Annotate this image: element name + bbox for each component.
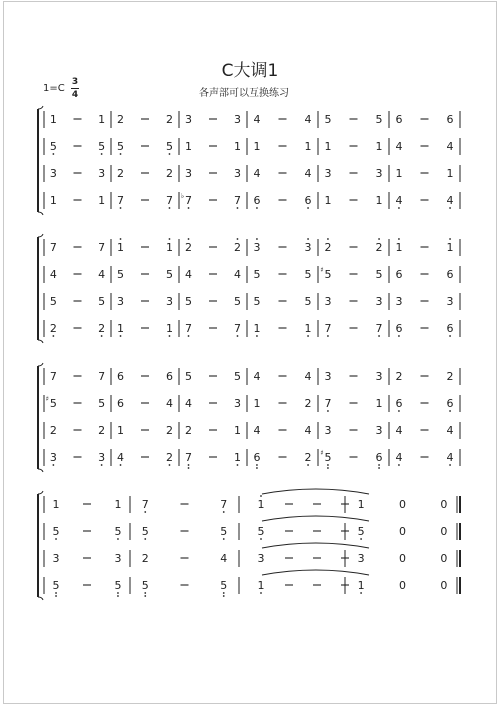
low-octave-dot [449,335,451,337]
note-1-3-2-2: 7 [233,322,241,335]
low-octave-dot [52,153,54,155]
note-0-1-1-0: 5 [117,140,125,153]
note-3-1-0-2: 5 [114,525,122,538]
low-octave-dot [117,595,119,597]
high-octave-dot [169,238,171,240]
low-octave-dot [307,207,309,209]
note-1-1-4-2: 5 [375,268,383,281]
high-octave-dot [378,238,380,240]
low-octave-dot [55,595,57,597]
note-2-3-3-2: 2 [304,451,312,464]
note-1-0-2-2: 2 [233,241,241,254]
note-3-2-1-0: 2 [141,552,149,565]
low-octave-dot [188,335,190,337]
note-3-1-2-0: 5 [257,525,265,538]
note-0-1-3-2: 1 [304,140,312,153]
note-2-2-5-0: 4 [395,424,403,437]
low-octave-dot [52,335,54,337]
low-octave-dot [307,335,309,337]
note-1-2-4-0: 3 [324,295,332,308]
note-0-2-4-0: 3 [324,167,332,180]
note-1-0-0-0: 7 [49,241,57,254]
note-1-2-0-2: 5 [98,295,106,308]
low-octave-dot [327,410,329,412]
note-2-3-5-2: 4 [446,451,454,464]
low-octave-dot [144,595,146,597]
note-3-1-1-2: 5 [220,525,228,538]
low-octave-dot [223,511,225,513]
note-0-3-5-0: 4 [395,194,403,207]
low-octave-dot [120,153,122,155]
note-2-3-1-0: 4 [117,451,125,464]
note-0-1-0-0: 5 [49,140,57,153]
low-octave-dot [256,464,258,466]
note-2-2-4-0: 3 [324,424,332,437]
bracket-hook-top [38,106,43,109]
note-1-1-3-2: 5 [304,268,312,281]
note-0-1-5-0: 4 [395,140,403,153]
note-0-2-4-2: 3 [375,167,383,180]
low-octave-dot [260,538,262,540]
note-1-3-5-2: 6 [446,322,454,335]
note-3-2-2-0: 3 [257,552,265,565]
note-3-3-2-0: 1 [257,579,265,592]
bracket-hook-bottom [38,340,43,343]
note-1-2-3-0: 5 [253,295,261,308]
note-0-0-1-2: 2 [165,113,173,126]
note-3-0-2-0: 1 [257,498,265,511]
note-2-1-1-2: 4 [165,397,173,410]
low-octave-dot [360,592,362,594]
note-3-1-0-0: 5 [52,525,60,538]
note-1-2-1-2: 3 [165,295,173,308]
note-3-2-3-1: 0 [399,552,406,565]
note-0-1-0-2: 5 [98,140,106,153]
note-2-1-1-0: 6 [117,397,125,410]
note-0-2-0-2: 3 [98,167,106,180]
note-0-0-2-0: 3 [185,113,193,126]
note-2-3-4-0: 5 [324,451,332,464]
note-2-1-0-0: 5 [49,397,57,410]
note-0-1-2-2: 1 [233,140,241,153]
low-octave-dot [169,335,171,337]
low-octave-dot [237,335,239,337]
note-1-0-4-0: 2 [324,241,332,254]
note-0-3-1-2: 7 [165,194,173,207]
note-0-2-2-0: 3 [185,167,193,180]
low-octave-dot [55,592,57,594]
note-1-2-3-2: 5 [304,295,312,308]
note-3-1-3-1: 0 [399,525,406,538]
note-0-1-5-2: 4 [446,140,454,153]
note-2-2-2-2: 1 [233,424,241,437]
note-0-2-1-2: 2 [165,167,173,180]
note-2-1-4-2: 1 [375,397,383,410]
note-1-1-3-0: 5 [253,268,261,281]
note-2-3-4-2: 6 [375,451,383,464]
low-octave-dot [120,207,122,209]
note-0-3-0-0: 1 [49,194,57,207]
note-2-1-5-0: 6 [395,397,403,410]
low-octave-dot [327,467,329,469]
low-octave-dot [237,464,239,466]
low-octave-dot [169,153,171,155]
note-1-3-0-0: 2 [49,322,57,335]
sharp-sign: ♯ [320,449,324,457]
note-2-2-4-2: 3 [375,424,383,437]
note-0-3-0-2: 1 [98,194,106,207]
note-0-0-5-0: 6 [395,113,403,126]
note-1-0-5-2: 1 [446,241,454,254]
bracket-hook-bottom [38,597,43,600]
note-2-0-2-0: 5 [185,370,193,383]
tie-arc [262,543,369,548]
note-1-1-2-2: 4 [233,268,241,281]
low-octave-dot [223,592,225,594]
note-1-1-2-0: 4 [185,268,193,281]
note-2-3-3-0: 6 [253,451,261,464]
note-3-3-0-2: 5 [114,579,122,592]
note-1-3-2-0: 7 [185,322,193,335]
bracket-hook-bottom [38,212,43,215]
note-0-0-0-0: 1 [49,113,57,126]
note-0-0-4-2: 5 [375,113,383,126]
note-1-0-3-2: 3 [304,241,312,254]
note-1-0-5-0: 1 [395,241,403,254]
note-1-3-3-2: 1 [304,322,312,335]
note-2-0-2-2: 5 [233,370,241,383]
note-2-0-4-0: 3 [324,370,332,383]
low-octave-dot [378,335,380,337]
note-0-3-3-2: 6 [304,194,312,207]
note-0-3-2-0: 7 [185,194,193,207]
high-octave-dot [449,238,451,240]
note-2-1-0-2: 5 [98,397,106,410]
note-1-2-0-0: 5 [49,295,57,308]
note-1-2-2-0: 5 [185,295,193,308]
low-octave-dot [398,207,400,209]
note-2-2-1-2: 2 [165,424,173,437]
high-octave-dot [307,238,309,240]
note-0-2-5-0: 1 [395,167,403,180]
low-octave-dot [120,335,122,337]
note-3-0-1-0: 7 [141,498,149,511]
sharp-sign: ♯ [45,395,50,403]
note-1-1-1-0: 5 [117,268,125,281]
note-3-3-0-0: 5 [52,579,60,592]
low-octave-dot [52,464,54,466]
note-2-1-3-0: 1 [253,397,261,410]
high-octave-dot [256,238,258,240]
note-2-3-2-0: 7 [185,451,193,464]
high-octave-dot [398,238,400,240]
note-2-1-2-0: 4 [185,397,193,410]
high-octave-dot [237,238,239,240]
note-2-1-4-0: 7 [324,397,332,410]
note-0-2-1-0: 2 [117,167,125,180]
tie-arc [262,489,369,494]
note-2-1-2-2: 3 [233,397,241,410]
note-0-2-5-2: 1 [446,167,454,180]
note-2-2-0-2: 2 [98,424,106,437]
flat-sign: ♭ [180,192,185,200]
low-octave-dot [307,464,309,466]
note-2-3-2-2: 1 [233,451,241,464]
low-octave-dot [398,464,400,466]
low-octave-dot [449,207,451,209]
note-1-2-5-2: 3 [446,295,454,308]
note-0-0-5-2: 6 [446,113,454,126]
low-octave-dot [449,410,451,412]
note-1-0-0-2: 7 [98,241,106,254]
note-1-0-1-0: 1 [117,241,125,254]
low-octave-dot [169,464,171,466]
low-octave-dot [188,464,190,466]
note-0-1-2-0: 1 [185,140,193,153]
note-1-2-4-2: 3 [375,295,383,308]
note-2-0-5-2: 2 [446,370,454,383]
note-3-1-3-2: 0 [440,525,448,538]
note-3-2-3-0: 3 [357,552,365,565]
note-1-1-5-0: 6 [395,268,403,281]
note-0-3-1-0: 7 [117,194,125,207]
tie-arc [262,570,369,575]
note-0-0-3-0: 4 [253,113,261,126]
note-2-3-0-0: 3 [49,451,57,464]
note-2-3-5-0: 4 [395,451,403,464]
note-0-3-3-0: 6 [253,194,261,207]
low-octave-dot [188,207,190,209]
low-octave-dot [378,467,380,469]
note-1-2-1-0: 3 [117,295,125,308]
note-0-1-4-2: 1 [375,140,383,153]
note-0-2-3-2: 4 [304,167,312,180]
note-0-3-4-2: 1 [375,194,383,207]
note-1-3-1-0: 1 [117,322,125,335]
note-3-3-1-0: 5 [141,579,149,592]
low-octave-dot [327,464,329,466]
note-3-3-3-0: 1 [357,579,365,592]
note-1-1-0-0: 4 [49,268,57,281]
note-2-2-3-0: 4 [253,424,261,437]
bracket-hook-top [38,491,43,494]
note-0-2-0-0: 3 [49,167,57,180]
note-3-2-3-2: 0 [440,552,448,565]
meter-bottom: 4 [71,90,79,100]
note-2-0-3-0: 4 [253,370,261,383]
note-2-0-3-2: 4 [304,370,312,383]
low-octave-dot [398,335,400,337]
note-2-0-5-0: 2 [395,370,403,383]
note-0-1-1-2: 5 [165,140,173,153]
low-octave-dot [260,592,262,594]
low-octave-dot [101,335,103,337]
low-octave-dot [117,592,119,594]
note-0-0-1-0: 2 [117,113,125,126]
score-title: C大调1 [221,61,279,81]
note-3-3-3-1: 0 [399,579,406,592]
high-octave-dot [188,238,190,240]
low-octave-dot [188,467,190,469]
note-0-0-2-2: 3 [233,113,241,126]
low-octave-dot [327,335,329,337]
high-octave-dot [260,495,262,497]
note-2-0-4-2: 3 [375,370,383,383]
note-3-2-0-2: 3 [114,552,122,565]
note-1-3-4-2: 7 [375,322,383,335]
note-2-0-1-2: 6 [165,370,173,383]
low-octave-dot [360,538,362,540]
low-octave-dot [101,153,103,155]
note-3-0-0-2: 1 [114,498,122,511]
low-octave-dot [144,538,146,540]
low-octave-dot [101,464,103,466]
note-1-2-2-2: 5 [233,295,241,308]
score-subtitle: 各声部可以互换练习 [199,88,289,99]
note-2-0-1-0: 6 [117,370,125,383]
note-3-1-3-0: 5 [357,525,365,538]
note-0-0-3-2: 4 [304,113,312,126]
bracket-hook-top [38,234,43,237]
low-octave-dot [378,464,380,466]
low-octave-dot [144,511,146,513]
note-3-0-0-0: 1 [52,498,60,511]
note-1-0-4-2: 2 [375,241,383,254]
note-0-0-4-0: 5 [324,113,332,126]
note-1-3-1-2: 1 [165,322,173,335]
note-0-0-0-2: 1 [98,113,106,126]
note-2-2-1-0: 1 [117,424,125,437]
note-3-0-3-0: 1 [357,498,365,511]
note-2-2-0-0: 2 [49,424,57,437]
note-3-1-1-0: 5 [141,525,149,538]
note-1-3-0-2: 2 [98,322,106,335]
low-octave-dot [398,410,400,412]
note-2-1-3-2: 2 [304,397,312,410]
high-octave-dot [120,238,122,240]
note-3-0-3-1: 0 [399,498,406,511]
note-2-2-3-2: 4 [304,424,312,437]
bracket-hook-bottom [38,469,43,472]
note-3-0-3-2: 0 [440,498,448,511]
low-octave-dot [144,592,146,594]
note-1-0-3-0: 3 [253,241,261,254]
low-octave-dot [237,207,239,209]
meter-top: 3 [71,77,79,87]
note-2-0-0-0: 7 [49,370,57,383]
note-1-1-1-2: 5 [165,268,173,281]
note-2-0-0-2: 7 [98,370,106,383]
low-octave-dot [55,538,57,540]
note-2-2-5-2: 4 [446,424,454,437]
low-octave-dot [169,207,171,209]
note-1-3-4-0: 7 [324,322,332,335]
note-0-2-2-2: 3 [233,167,241,180]
note-2-2-2-0: 2 [185,424,193,437]
note-3-2-0-0: 3 [52,552,60,565]
low-octave-dot [117,538,119,540]
note-0-1-4-0: 1 [324,140,332,153]
low-octave-dot [223,595,225,597]
low-octave-dot [449,464,451,466]
low-octave-dot [256,335,258,337]
note-3-3-3-2: 0 [440,579,448,592]
note-1-1-5-2: 6 [446,268,454,281]
note-0-3-2-2: 7 [233,194,241,207]
note-0-3-4-0: 1 [324,194,332,207]
low-octave-dot [256,467,258,469]
key-label: 1=C [43,83,65,94]
note-0-3-5-2: 4 [446,194,454,207]
note-2-3-1-2: 2 [165,451,173,464]
tie-arc [262,516,369,521]
note-1-0-1-2: 1 [165,241,173,254]
low-octave-dot [223,538,225,540]
bracket-hook-top [38,363,43,366]
note-0-1-3-0: 1 [253,140,261,153]
note-2-3-0-2: 3 [98,451,106,464]
low-octave-dot [120,464,122,466]
high-octave-dot [327,238,329,240]
sharp-sign: ♯ [320,266,324,274]
note-2-1-5-2: 6 [446,397,454,410]
note-0-2-3-0: 4 [253,167,261,180]
note-3-3-1-2: 5 [220,579,228,592]
note-1-3-5-0: 6 [395,322,403,335]
note-1-1-4-0: 5 [324,268,332,281]
note-3-0-1-2: 7 [220,498,228,511]
note-1-1-0-2: 4 [98,268,106,281]
note-1-3-3-0: 1 [253,322,261,335]
note-1-0-2-0: 2 [185,241,193,254]
note-1-2-5-0: 3 [395,295,403,308]
note-3-2-1-2: 4 [220,552,228,565]
low-octave-dot [256,207,258,209]
